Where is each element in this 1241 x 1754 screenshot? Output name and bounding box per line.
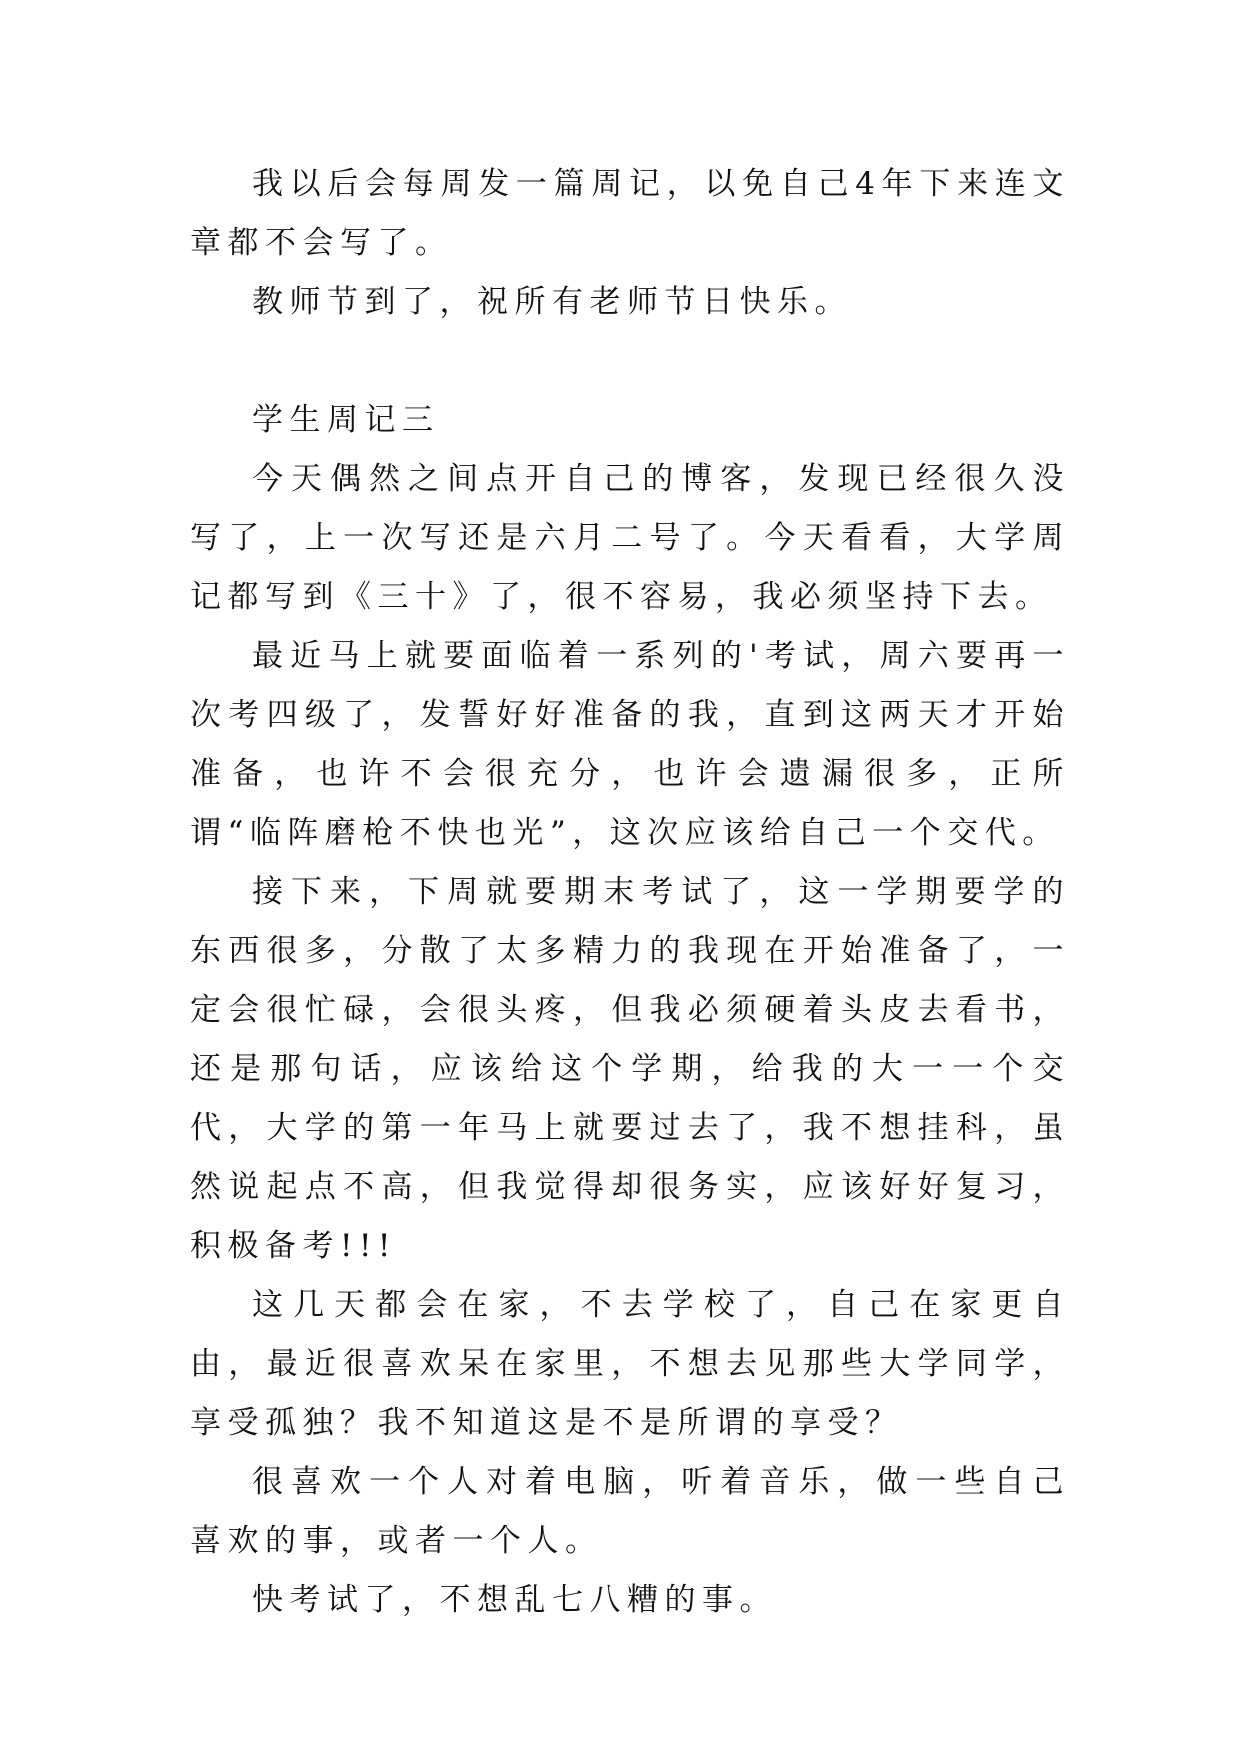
paragraph: 接下来，下周就要期末考试了，这一学期要学的东西很多，分散了太多精力的我现在开始准备了，一定会很忙碌，会很头疼，但我必须硬着头皮去看书，还是那句话，应该给这个学期，给我的大一一个交代，大学的第一年马上就要过去了，我不想挂科，虽然说起点不高，但我觉得却很务实，应该好好复习，积极备考!!! [190, 874, 1070, 1264]
paragraph: 我以后会每周发一篇周记，以免自己4年下来连文章都不会写了。 [190, 166, 1070, 261]
document-body [190, 155, 1070, 1630]
paragraph: 教师节到了，祝所有老师节日快乐。 [252, 284, 852, 320]
paragraph-gap [190, 332, 1070, 391]
section-title: 学生周记三 [252, 402, 440, 438]
paragraph: 最近马上就要面临着一系列的'考试，周六要再一次考四级了，发誓好好准备的我，直到这两天才开始准备，也许不会很充分，也许会遗漏很多，正所谓“临阵磨枪不快也光”，这次应该给自己一个交代。 [190, 638, 1070, 851]
paragraph: 快考试了，不想乱七八糟的事。 [252, 1582, 777, 1618]
paragraph: 这几天都会在家，不去学校了，自己在家更自由，最近很喜欢呆在家里，不想去见那些大学同学，享受孤独？我不知道这是不是所谓的享受？ [190, 1287, 1070, 1441]
paragraph: 很喜欢一个人对着电脑，听着音乐，做一些自己喜欢的事，或者一个人。 [190, 1464, 1070, 1559]
paragraph: 今天偶然之间点开自己的博客，发现已经很久没写了，上一次写还是六月二号了。今天看看，大学周记都写到《三十》了，很不容易，我必须坚持下去。 [190, 461, 1070, 615]
